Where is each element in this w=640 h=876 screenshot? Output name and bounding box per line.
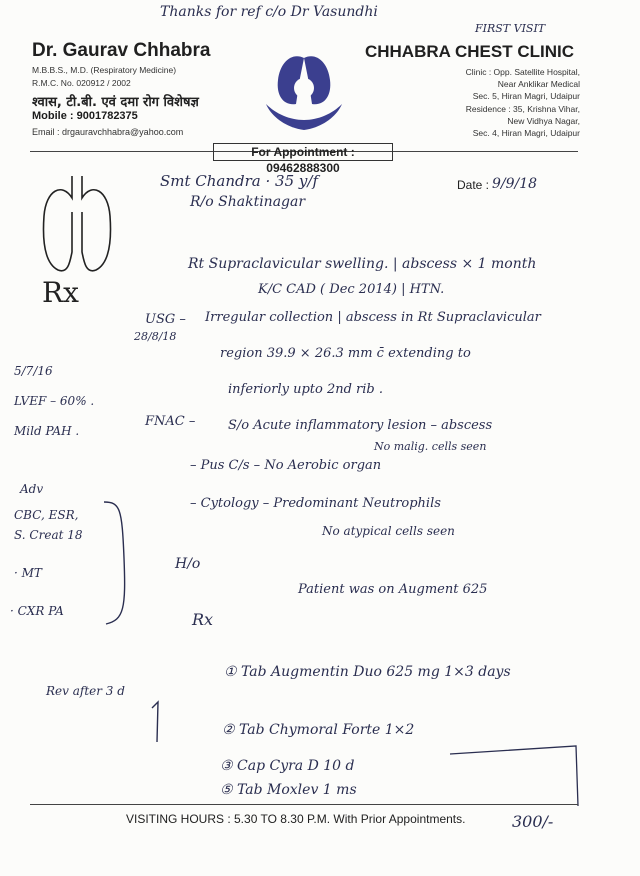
doctor-specialty-hindi: श्वास, टी.बी. एवं दमा रोग विशेषज्ञ — [32, 95, 199, 110]
complaint-1: Rt Supraclavicular swelling. | abscess × 1 month — [188, 256, 537, 272]
augment-note: Patient was on Augment 625 — [298, 582, 488, 597]
clinic-logo — [262, 48, 346, 138]
doctor-name: Dr. Gaurav Chhabra — [32, 40, 211, 61]
review-stroke — [150, 700, 162, 744]
clinic-address-3: Sec. 5, Hiran Magri, Udaipur — [472, 91, 580, 101]
mild-pah: Mild PAH . — [14, 424, 80, 438]
residence-3: Sec. 4, Hiran Magri, Udaipur — [472, 128, 580, 138]
rx-symbol: Rx — [42, 276, 79, 309]
usg-line-1: Irregular collection | abscess in Rt Supraclavicular — [205, 310, 541, 325]
med-3 — [220, 758, 355, 774]
left-date: 5/7/16 — [14, 364, 53, 378]
patient-line2: R/o Shaktinagar — [190, 194, 306, 210]
med-1-number: ① — [224, 664, 237, 680]
complaint-2: K/C CAD ( Dec 2014) | HTN. — [258, 282, 445, 297]
pus-cs: – Pus C/s – No Aerobic organ — [190, 458, 382, 473]
med-1-text: Tab Augmentin Duo 625 mg 1×3 days — [241, 664, 511, 680]
adv-cxr: · CXR PA — [10, 604, 64, 618]
residence-2: New Vidhya Nagar, — [507, 116, 580, 126]
rx-handwritten: Rx — [192, 610, 214, 629]
doctor-mobile: Mobile : 9001782375 — [32, 110, 138, 122]
review-note: Rev after 3 d — [46, 684, 125, 698]
adv-creat: S. Creat 18 — [14, 528, 83, 542]
lvef: LVEF – 60% . — [14, 394, 95, 408]
fnac-label: FNAC – — [145, 414, 196, 429]
med-1 — [224, 664, 511, 680]
appointment-box: For Appointment : 09462888300 — [213, 143, 393, 161]
med-3-number: ③ — [220, 758, 233, 774]
usg-label: USG – — [145, 312, 186, 327]
usg-line-3: inferiorly upto 2nd rib . — [228, 382, 384, 397]
clinic-name: CHHABRA CHEST CLINIC — [364, 42, 574, 61]
fee-note: 300/- — [512, 812, 554, 831]
usg-line-2: region 39.9 × 26.3 mm c̄ extending to — [220, 346, 471, 361]
date-value: 9/9/18 — [492, 176, 538, 192]
med-2 — [222, 722, 414, 738]
footer-divider — [30, 804, 578, 805]
clinic-address-2: Near Anklikar Medical — [497, 79, 580, 89]
med-2-text: Tab Chymoral Forte 1×2 — [239, 722, 415, 738]
advice-bracket — [100, 498, 140, 628]
residence-1: Residence : 35, Krishna Vihar, — [465, 104, 580, 114]
med-4-text: Tab Moxlev 1 ms — [237, 782, 357, 798]
med-3-text: Cap Cyra D 10 d — [237, 758, 355, 774]
date-label: Date : — [457, 178, 490, 192]
adv-cbc: CBC, ESR, — [14, 508, 79, 522]
cytology: – Cytology – Predominant Neutrophils — [190, 496, 441, 511]
usg-date: 28/8/18 — [134, 330, 177, 343]
cytology-2: No atypical cells seen — [322, 524, 455, 538]
doctor-degrees: M.B.B.S., M.D. (Respiratory Medicine) — [32, 65, 177, 75]
adv-mt: · MT — [14, 566, 42, 580]
patient-line1: Smt Chandra · 35 y/f — [160, 172, 318, 190]
doctor-email: Email : drgauravchhabra@yahoo.com — [32, 127, 184, 137]
referral-note: Thanks for ref c/o Dr Vasundhi — [160, 4, 378, 20]
med-4-number: ⑤ — [220, 782, 233, 798]
med-2-number: ② — [222, 722, 235, 738]
advice-label: Adv — [20, 482, 44, 496]
visiting-hours: VISITING HOURS : 5.30 TO 8.30 P.M. With Prior Appointments. — [126, 812, 466, 826]
med-bracket — [440, 740, 590, 810]
doctor-reg: R.M.C. No. 020912 / 2002 — [32, 78, 131, 88]
med-4 — [220, 782, 357, 798]
fnac-result: S/o Acute inflammatory lesion – abscess — [228, 418, 493, 433]
lungs-icon — [38, 172, 116, 274]
history-label: H/o — [175, 556, 201, 572]
first-visit-note: FIRST VISIT — [475, 22, 546, 35]
fnac-result-2: No malig. cells seen — [374, 440, 487, 453]
clinic-address-1: Clinic : Opp. Satellite Hospital, — [465, 67, 580, 77]
